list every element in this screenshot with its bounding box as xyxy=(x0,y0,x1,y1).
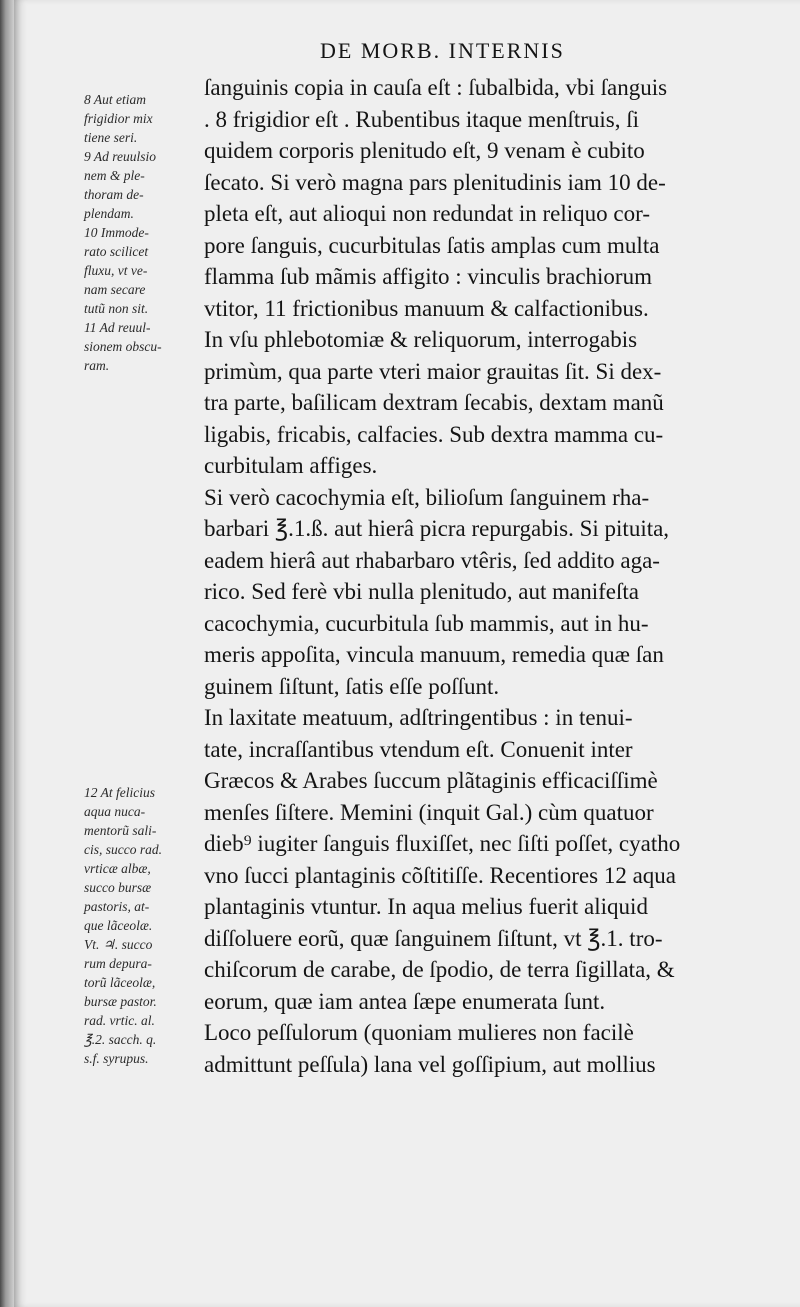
body-text-line: In vſu phlebotomiæ & reliquorum, interrogabis xyxy=(204,327,638,352)
body-text-line: dieb⁹ iugiter ſanguis fluxiſſet, nec ſiſti poſſet, cyatho xyxy=(204,831,681,856)
body-text-line: pore ſanguis, cucurbitulas ſatis amplas cum multa xyxy=(204,232,660,258)
margin-note-line: plendam. xyxy=(84,206,134,221)
margin-note-line: 12 At felicius xyxy=(84,785,155,800)
running-title: DE MORB. INTERNIS xyxy=(320,38,565,63)
margin-note-line: ℥.2. sacch. q. xyxy=(84,1032,157,1047)
body-text-line: barbari ℥.1.ß. aut hierâ picra repurgabis. Si pituita, xyxy=(204,516,670,541)
body-text xyxy=(204,72,764,1080)
body-text-line: ligabis, fricabis, calfacies. Sub dextra mamma cu- xyxy=(204,421,664,447)
margin-note-line: bursæ pastor. xyxy=(84,994,157,1009)
margin-note-line: 9 Ad reuulsio xyxy=(84,149,157,164)
margin-note-line: s.f. syrupus. xyxy=(84,1051,149,1066)
body-text-line: pleta eſt, aut alioqui non redundat in reliquo cor- xyxy=(204,201,650,226)
body-text-line: eadem hierâ aut rhabarbaro vtêris, ſed addito aga- xyxy=(204,547,660,573)
book-spine-shadow xyxy=(0,0,14,1307)
body-text-line: chiſcorum de carabe, de ſpodio, de terra ſigillata, & xyxy=(204,957,675,982)
body-text-line: rico. Sed ferè vbi nulla plenitudo, aut manifeſta xyxy=(204,579,639,604)
margin-note-line: mentorũ sali- xyxy=(84,823,157,838)
margin-note-line: rad. vrtic. al. xyxy=(84,1013,155,1028)
margin-note-line: ram. xyxy=(84,358,110,373)
margin-notes-lower xyxy=(84,783,202,1068)
margin-note-line: rum depura- xyxy=(84,956,152,971)
margin-note-line: tutũ non sit. xyxy=(84,301,149,316)
margin-note-line: rato scilicet xyxy=(84,244,149,259)
margin-note-line: nam secare xyxy=(84,282,146,297)
margin-note-line: 8 Aut etiam xyxy=(84,92,146,107)
body-text-line: eorum, quæ iam antea ſæpe enumerata ſunt. xyxy=(204,988,606,1014)
body-text-line: curbitulam affiges. xyxy=(204,453,378,478)
margin-note-line: cis, succo rad. xyxy=(84,842,162,857)
margin-note-line: Vt. ♃. succo xyxy=(84,937,153,952)
body-text-line: vtitor, 11 frictionibus manuum & calfactionibus. xyxy=(204,295,649,321)
body-text-line: Loco peſſulorum (quoniam mulieres non facilè xyxy=(204,1020,634,1045)
body-text-line: flamma ſub mãmis affigito : vinculis brachiorum xyxy=(204,264,652,289)
body-text-line: cacochymia, cucurbitula ſub mammis, aut in hu- xyxy=(204,610,649,636)
body-text-line: ſecato. Si verò magna pars plenitudinis iam 10 de- xyxy=(204,169,666,195)
body-text-line: tate, incraſſantibus vtendum eſt. Conuenit inter xyxy=(204,736,633,762)
margin-note-line: sionem obscu- xyxy=(84,339,162,354)
margin-note-line: pastoris, at- xyxy=(84,899,150,914)
margin-note-line: succo bursæ xyxy=(84,880,152,895)
body-text-line: vno ſucci plantaginis cõſtitiſſe. Recentiores 12 aqua xyxy=(204,862,677,888)
margin-note-line: que lãceolæ. xyxy=(84,918,153,933)
margin-note-line: nem & ple- xyxy=(84,168,145,183)
body-text-line: guinem ſiſtunt, ſatis eſſe poſſunt. xyxy=(204,673,500,699)
margin-note-line: thoram de- xyxy=(84,187,144,202)
body-text-line: tra parte, baſilicam dextram ſecabis, dextam manũ xyxy=(204,390,664,415)
margin-note-line: torũ lãceolæ, xyxy=(84,975,156,990)
body-text-line: meris appoſita, vincula manuum, remedia quæ ſan xyxy=(204,642,664,667)
body-text-line: . 8 frigidior eſt . Rubentibus itaque menſtruis, ſi xyxy=(204,106,640,132)
margin-note-line: tiene seri. xyxy=(84,130,138,145)
body-text-line: Si verò cacochymia eſt, bilioſum ſanguinem rha- xyxy=(204,484,650,510)
body-text-line: plantaginis vtuntur. In aqua melius fuerit aliquid xyxy=(204,894,648,919)
margin-notes-upper xyxy=(84,90,202,375)
body-text-line: diſſoluere eorũ, quæ ſanguinem ſiſtunt, vt ℥.1. tro- xyxy=(204,925,663,951)
margin-note-line: vrticæ albæ, xyxy=(84,861,151,876)
body-text-line: menſes ſiſtere. Memini (inquit Gal.) cùm quatuor xyxy=(204,799,654,825)
body-text-line: primùm, qua parte vteri maior grauitas ſit. Si dex- xyxy=(204,358,662,384)
book-page xyxy=(14,0,800,1307)
body-text-line: admittunt peſſula) lana vel goſſipium, aut mollius xyxy=(204,1051,656,1077)
margin-note-line: 11 Ad reuul- xyxy=(84,320,151,335)
body-text-line: Græcos & Arabes ſuccum plãtaginis efficaciſſimè xyxy=(204,768,658,793)
margin-note-line: fluxu, vt ve- xyxy=(84,263,148,278)
body-text-line: ſanguinis copia in cauſa eſt : ſubalbida, vbi ſanguis xyxy=(204,75,668,100)
margin-note-line: frigidior mix xyxy=(84,111,153,126)
margin-note-line: 10 Immode- xyxy=(84,225,149,240)
margin-note-line: aqua nuca- xyxy=(84,804,146,819)
body-text-line: quidem corporis plenitudo eſt, 9 venam è cubito xyxy=(204,138,645,163)
body-text-line: In laxitate meatuum, adſtringentibus : in tenui- xyxy=(204,705,633,730)
